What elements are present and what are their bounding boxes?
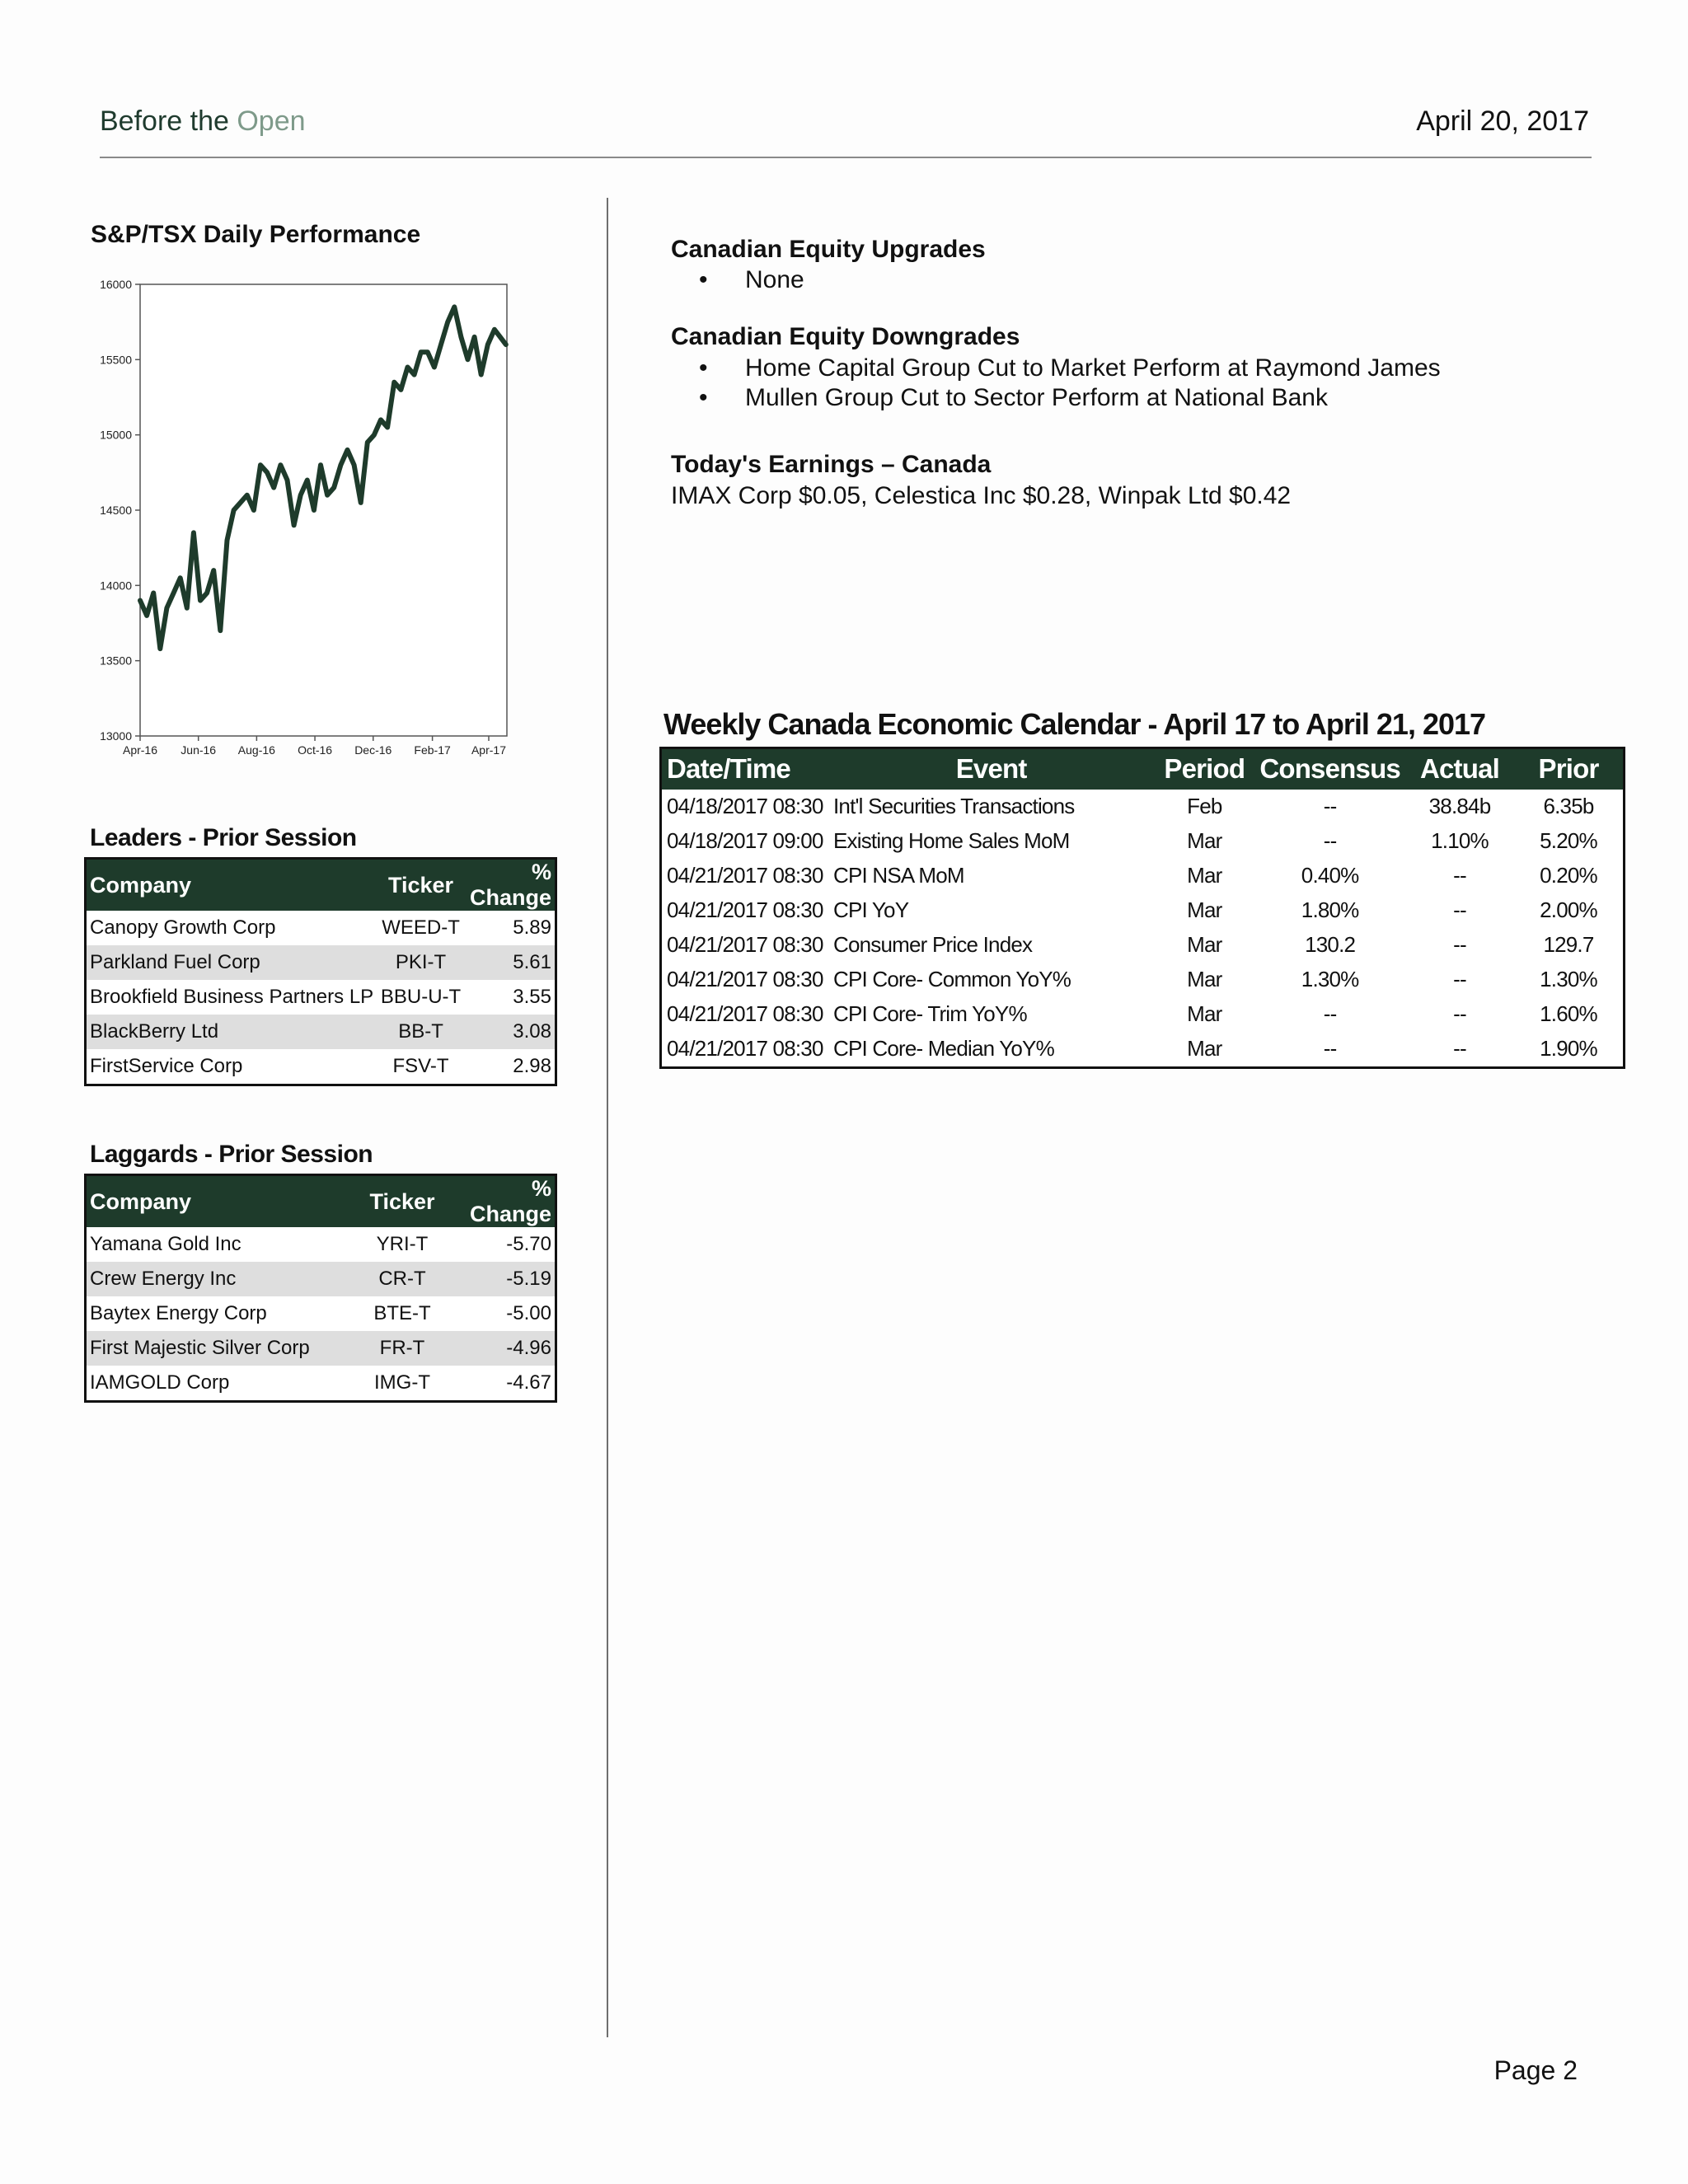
table-header-row (86, 1175, 556, 1228)
y-tick-label: 13000 (100, 729, 132, 743)
ticker-cell: YRI-T (376, 1233, 429, 1255)
event-cell: Consumer Price Index (828, 928, 1154, 963)
column-divider (607, 198, 608, 2037)
y-tick-label: 14500 (100, 504, 132, 517)
upgrade-item (699, 266, 804, 294)
earnings-text: IMAX Corp $0.05, Celestica Inc $0.28, Winpak Ltd $0.42 (671, 482, 1292, 509)
table-row (86, 1049, 556, 1085)
downgrade-item (699, 354, 1441, 382)
y-tick-label: 13500 (100, 654, 132, 668)
consensus-cell: -- (1254, 790, 1405, 824)
company-cell: Crew Energy Inc (90, 1268, 237, 1290)
period-cell: Mar (1154, 859, 1254, 893)
page-number: Page 2 (1493, 2055, 1578, 2085)
change-cell: 3.55 (513, 986, 551, 1008)
actual-cell: 1.10% (1405, 824, 1514, 859)
header-title-part1: Before the (100, 105, 229, 137)
actual-cell: -- (1405, 859, 1514, 893)
economic-calendar-table (659, 747, 1625, 1069)
column-header: Date/Time (667, 753, 790, 785)
datetime-cell: 04/21/2017 08:30 (661, 997, 829, 1032)
header-date: April 20, 2017 (1416, 105, 1589, 137)
table-row (661, 859, 1625, 893)
ticker-cell: WEED-T (382, 916, 460, 939)
datetime-cell: 04/21/2017 08:30 (661, 963, 829, 997)
ticker-cell: PKI-T (395, 951, 447, 973)
period-cell: Mar (1154, 824, 1254, 859)
prior-cell: 1.90% (1514, 1032, 1625, 1068)
change-cell: -4.67 (506, 1371, 551, 1394)
period-cell: Mar (1154, 928, 1254, 963)
column-header: Event (955, 753, 1027, 785)
datetime-cell: 04/21/2017 08:30 (661, 859, 829, 893)
actual-cell: -- (1405, 893, 1514, 928)
event-cell: CPI Core- Trim YoY% (828, 997, 1154, 1032)
event-cell: Int'l Securities Transactions (828, 790, 1154, 824)
datetime-cell: 04/21/2017 08:30 (661, 893, 829, 928)
downgrades-title: Canadian Equity Downgrades (671, 323, 1020, 350)
ticker-cell: FSV-T (392, 1055, 449, 1077)
column-header: Period (1164, 753, 1245, 785)
column-header: % Change (469, 860, 551, 910)
laggards-title: Laggards - Prior Session (90, 1141, 373, 1168)
table-row (661, 997, 1625, 1032)
company-cell: Yamana Gold Inc (90, 1233, 241, 1255)
change-cell: 5.61 (513, 951, 551, 973)
company-cell: First Majestic Silver Corp (90, 1337, 310, 1359)
change-cell: 5.89 (513, 916, 551, 939)
change-cell: -5.00 (506, 1302, 551, 1324)
x-tick-label: Apr-16 (122, 743, 158, 757)
company-cell: FirstService Corp (90, 1055, 243, 1077)
event-cell: CPI YoY (828, 893, 1154, 928)
earnings-title: Today's Earnings – Canada (671, 451, 992, 478)
event-cell: Existing Home Sales MoM (828, 824, 1154, 859)
ticker-cell: IMG-T (374, 1371, 430, 1394)
header-divider (100, 157, 1592, 158)
company-cell: BlackBerry Ltd (90, 1020, 219, 1043)
x-tick-label: Feb-17 (414, 743, 451, 757)
company-cell: Parkland Fuel Corp (90, 951, 260, 973)
header-title (100, 105, 306, 138)
upgrade-item-text: None (745, 266, 804, 293)
change-cell: 3.08 (513, 1020, 551, 1043)
change-cell: -5.19 (506, 1268, 551, 1290)
table-row (661, 893, 1625, 928)
period-cell: Mar (1154, 997, 1254, 1032)
table-row (661, 963, 1625, 997)
tsx-performance-chart (82, 268, 544, 762)
y-tick-label: 15000 (100, 428, 132, 442)
ticker-cell: BBU-U-T (380, 986, 462, 1008)
period-cell: Mar (1154, 963, 1254, 997)
change-cell: -4.96 (506, 1337, 551, 1359)
y-tick-label: 16000 (100, 278, 132, 291)
event-cell: CPI NSA MoM (828, 859, 1154, 893)
column-header: Consensus (1259, 753, 1400, 785)
calendar-title: Weekly Canada Economic Calendar - April 17 to April 21, 2017 (663, 707, 1486, 741)
table-row (86, 980, 556, 1015)
ticker-cell: FR-T (379, 1337, 425, 1359)
table-row (86, 1366, 556, 1402)
consensus-cell: 130.2 (1254, 928, 1405, 963)
datetime-cell: 04/21/2017 08:30 (661, 1032, 829, 1068)
change-cell: -5.70 (506, 1233, 551, 1255)
column-header: % Change (469, 1176, 551, 1226)
period-cell: Mar (1154, 893, 1254, 928)
prior-cell: 6.35b (1514, 790, 1625, 824)
downgrade-item-text: Home Capital Group Cut to Market Perform at Raymond James (745, 354, 1441, 382)
bullet-icon: • (699, 384, 708, 411)
table-header-row (86, 859, 556, 912)
table-row (86, 1227, 556, 1262)
datetime-cell: 04/21/2017 08:30 (661, 928, 829, 963)
x-tick-label: Apr-17 (471, 743, 506, 757)
column-header: Company (90, 872, 192, 898)
prior-cell: 1.60% (1514, 997, 1625, 1032)
leaders-table (84, 857, 557, 1086)
period-cell: Mar (1154, 1032, 1254, 1068)
table-header-row (661, 748, 1625, 790)
x-tick-label: Aug-16 (237, 743, 275, 757)
datetime-cell: 04/18/2017 08:30 (661, 790, 829, 824)
column-header: Company (90, 1188, 192, 1214)
header-title-part2: Open (237, 105, 306, 137)
laggards-table (84, 1174, 557, 1403)
actual-cell: -- (1405, 997, 1514, 1032)
prior-cell: 129.7 (1514, 928, 1625, 963)
bullet-icon: • (699, 354, 708, 382)
table-row (86, 1015, 556, 1049)
change-cell: 2.98 (513, 1055, 551, 1077)
prior-cell: 0.20% (1514, 859, 1625, 893)
bullet-icon: • (699, 266, 708, 293)
column-header: Actual (1419, 753, 1500, 785)
consensus-cell: 1.80% (1254, 893, 1405, 928)
ticker-cell: BTE-T (373, 1302, 431, 1324)
company-cell: IAMGOLD Corp (90, 1371, 230, 1394)
actual-cell: -- (1405, 1032, 1514, 1068)
consensus-cell: 0.40% (1254, 859, 1405, 893)
prior-cell: 1.30% (1514, 963, 1625, 997)
table-row (86, 1331, 556, 1366)
actual-cell: 38.84b (1405, 790, 1514, 824)
table-row (661, 824, 1625, 859)
column-header: Prior (1538, 753, 1599, 785)
consensus-cell: -- (1254, 997, 1405, 1032)
actual-cell: -- (1405, 963, 1514, 997)
leaders-title: Leaders - Prior Session (90, 824, 357, 851)
event-cell: CPI Core- Median YoY% (828, 1032, 1154, 1068)
prior-cell: 2.00% (1514, 893, 1625, 928)
column-header: Ticker (369, 1188, 435, 1214)
table-row (86, 1296, 556, 1331)
x-tick-label: Dec-16 (354, 743, 392, 757)
table-row (86, 911, 556, 945)
prior-cell: 5.20% (1514, 824, 1625, 859)
company-cell: Baytex Energy Corp (90, 1302, 267, 1324)
period-cell: Feb (1154, 790, 1254, 824)
consensus-cell: -- (1254, 1032, 1405, 1068)
x-tick-label: Jun-16 (181, 743, 217, 757)
table-row (86, 945, 556, 980)
x-tick-label: Oct-16 (298, 743, 333, 757)
table-row (86, 1262, 556, 1296)
y-tick-label: 14000 (100, 579, 132, 593)
company-cell: Brookfield Business Partners LP (90, 986, 374, 1008)
table-row (661, 1032, 1625, 1068)
chart-title: S&P/TSX Daily Performance (91, 221, 421, 248)
downgrade-item (699, 384, 1328, 412)
datetime-cell: 04/18/2017 09:00 (661, 824, 829, 859)
table-row (661, 928, 1625, 963)
consensus-cell: -- (1254, 824, 1405, 859)
company-cell: Canopy Growth Corp (90, 916, 276, 939)
consensus-cell: 1.30% (1254, 963, 1405, 997)
actual-cell: -- (1405, 928, 1514, 963)
downgrade-item-text: Mullen Group Cut to Sector Perform at National Bank (745, 384, 1328, 411)
table-row (661, 790, 1625, 824)
event-cell: CPI Core- Common YoY% (828, 963, 1154, 997)
column-header: Ticker (388, 872, 454, 898)
chart-plot-area (140, 284, 507, 736)
ticker-cell: BB-T (398, 1020, 443, 1043)
upgrades-title: Canadian Equity Upgrades (671, 236, 986, 263)
ticker-cell: CR-T (378, 1268, 426, 1290)
y-tick-label: 15500 (100, 353, 132, 367)
